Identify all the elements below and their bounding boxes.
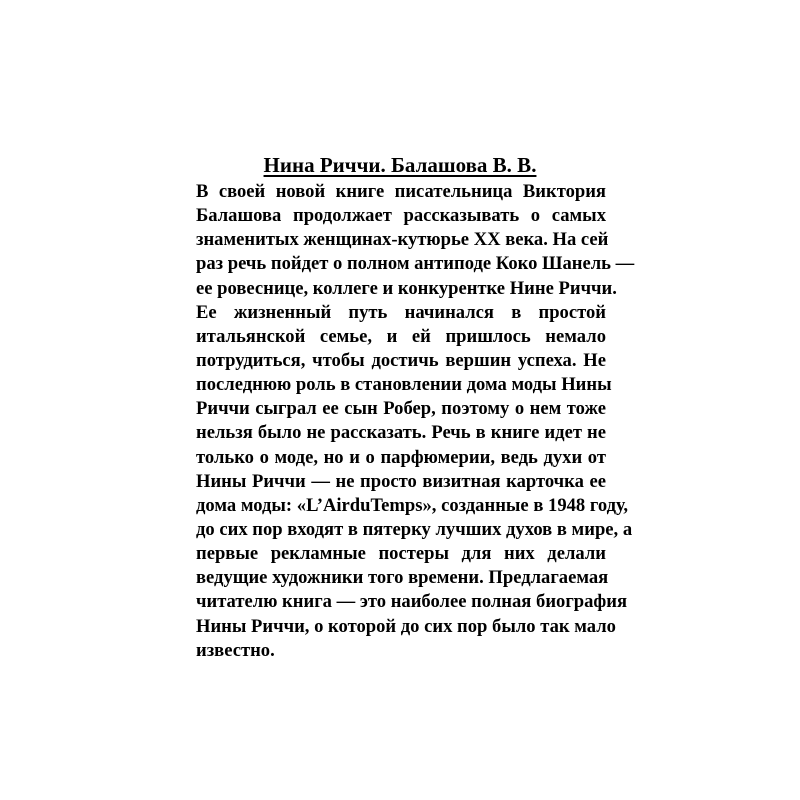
body-line: дома моды: «L’AirduTemps», созданные в 1948 году, (196, 494, 629, 516)
body-line: до сих пор входят в пятерку лучших духов в мире, а (196, 518, 633, 540)
body-line: ведущие художники того времени. Предлагаемая (196, 567, 609, 589)
body-line: раз речь пойдет о полном антиподе Коко Шанель — (196, 253, 635, 275)
body-line: читателю книга — это наиболее полная биография (196, 591, 628, 613)
body-line: последнюю роль в становлении дома моды Нины (196, 374, 612, 396)
body-line: Риччи сыграл ее сын Робер, поэтому о нем тоже (196, 398, 606, 420)
body-line: первые рекламные постеры для них делали (196, 543, 606, 565)
body-line: нельзя было не рассказать. Речь в книге идет не (196, 422, 606, 444)
document-body (196, 180, 635, 663)
body-line: Балашова продолжает рассказывать о самых (196, 205, 606, 227)
body-line: только о моде, но и о парфюмерии, ведь духи от (196, 446, 606, 468)
body-line: Нины Риччи — не просто визитная карточка ее (196, 470, 606, 492)
body-line: Ее жизненный путь начинался в простой (196, 301, 606, 323)
body-line: В своей новой книге писательница Виктория (196, 181, 606, 202)
body-line-last: известно. (196, 639, 275, 661)
body-line: знаменитых женщинах-кутюрье XX века. На сей (196, 229, 609, 251)
document-title: Нина Риччи. Балашова В. В. (263, 153, 537, 177)
body-line: итальянской семье, и ей пришлось немало (196, 325, 606, 347)
body-line: потрудиться, чтобы достичь вершин успеха. Не (196, 349, 606, 371)
body-line: ее ровеснице, коллеге и конкурентке Нине Риччи. (196, 277, 617, 299)
body-line: Нины Риччи, о которой до сих пор было так мало (196, 615, 616, 637)
